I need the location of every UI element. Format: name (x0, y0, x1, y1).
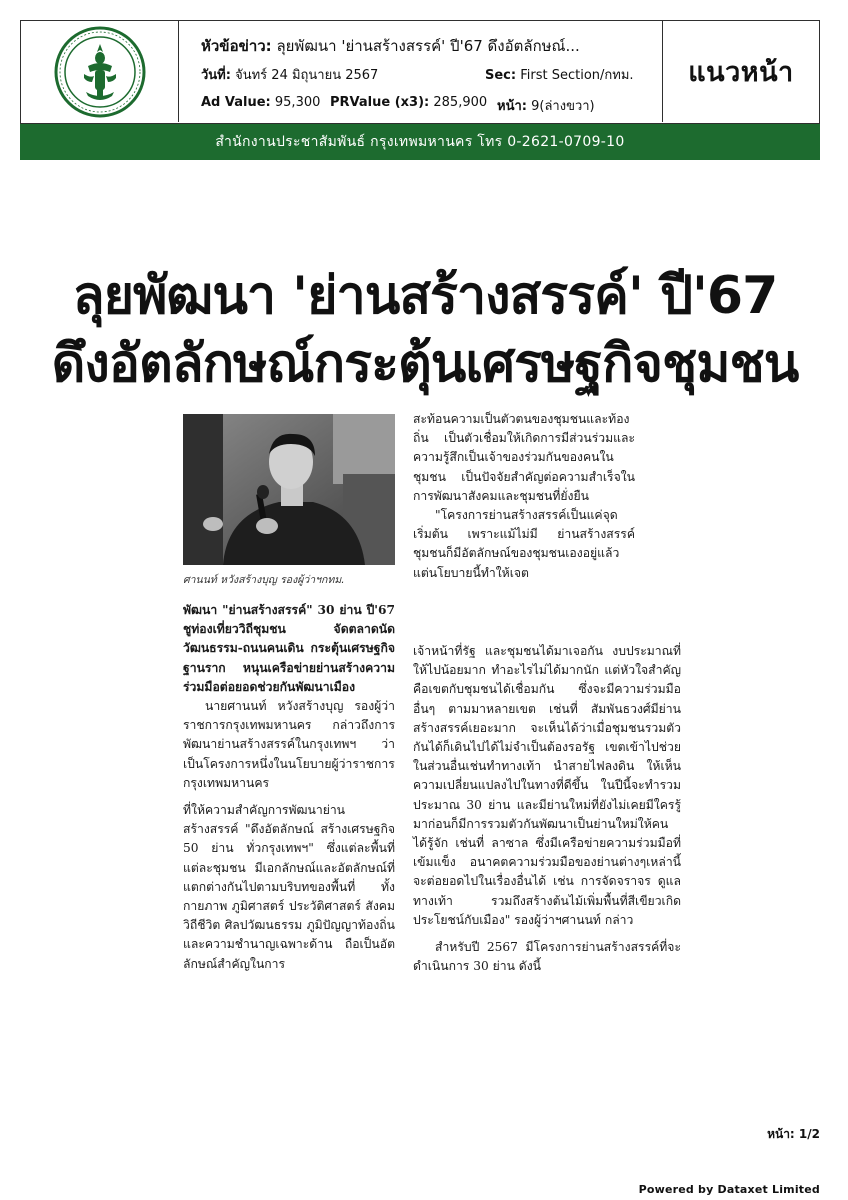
pr-value-group (330, 95, 487, 110)
body-paragraph: นายศานนท์ หวังสร้างบุญ รองผู้ว่าราชการกรุงเทพมหานคร กล่าวถึงการพัฒนาย่านสร้างสรรค์ในกรุงเทพฯ ว่า เป็นโครงการหนึ่งในนโยบายผู้ว่าราชการกรุงเทพมหานคร (183, 699, 395, 790)
publication-name: แนวหน้า (688, 57, 794, 88)
headline-line-1: ลุยพัฒนา 'ย่านสร้างสรรค์' ปี'67 (72, 266, 778, 326)
quote-paragraph: "โครงการย่านสร้างสรรค์เป็นแค่จุดเริ่มต้น เพราะแม้ไม่มี ย่านสร้างสรรค์ ชุมชนก็มีอัตลักษณ์ของชุมชนเองอยู่แล้ว แต่นโยบายนี้ทำให้เจต (413, 508, 635, 580)
powered-by: Powered by Dataxet Limited (638, 1183, 820, 1196)
lead-paragraph: พัฒนา "ย่านสร้างสรรค์" 30 ย่าน ปี'67 ชูท่องเที่ยววิถีชุมชน จัดตลาดนัดวัฒนธรรม-ถนนคนเดิน กระตุ้นเศรษฐกิจฐานราก หนุนเครือข่ายย่านสร้างความร่วมมือต่อยอดช่วยกันพัฒนาเมือง (183, 603, 395, 694)
page-group (497, 95, 595, 116)
section-row (485, 64, 634, 85)
section-label: Sec: (485, 68, 517, 83)
article-column-right-top (413, 410, 635, 583)
article-column-right-bottom (413, 642, 681, 976)
body-paragraph: สะท้อนความเป็นตัวตนของชุมชนและท้องถิ่น เป็นตัวเชื่อมให้เกิดการมีส่วนร่วมและความรู้สึกเป็นเจ้าของร่วมกันของคนในชุมชน เป็นปัจจัยสำคัญต่อความสำเร็จในการพัฒนาสังคมและชุมชนที่ยั่งยืน (413, 412, 635, 503)
headline-value: ลุยพัฒนา 'ย่านสร้างสรรค์' ปี'67 ดึงอัตลักษณ์... (276, 37, 580, 55)
ad-value-label: Ad Value: (201, 95, 271, 110)
publication-cell (663, 21, 819, 122)
pr-value-label: PRValue (x3): (330, 95, 430, 110)
page-label: หน้า: (497, 99, 527, 114)
pr-value: 285,900 (433, 95, 488, 110)
page-value: 9(ล่างขวา) (531, 99, 595, 114)
logo-cell (21, 21, 179, 122)
ad-value: 95,300 (274, 95, 321, 110)
portrait-photo (183, 414, 395, 565)
date-label: วันที่: (201, 68, 231, 83)
office-contact-bar: สำนักงานประชาสัมพันธ์ กรุงเทพมหานคร โทร 0-2621-0709-10 (20, 124, 820, 160)
clipping-header (20, 20, 820, 124)
body-paragraph: สำหรับปี 2567 มีโครงการย่านสร้างสรรค์ที่จะดำเนินการ 30 ย่าน ดังนี้ (413, 940, 681, 974)
body-paragraph: ที่ให้ความสำคัญการพัฒนาย่านสร้างสรรค์ "ดึงอัตลักษณ์ สร้างเศรษฐกิจ 50 ย่าน ทั่วกรุงเทพฯ" ซึ่งแต่ละพื้นที่ แต่ละชุมชน มีเอกลักษณ์และอัตลักษณ์ที่แตกต่างกันไปตามบริบทของพื้นที่ ทั้งกายภาพ ภูมิศาสตร์ ประวัติศาสตร์ สังคม วิถีชีวิต ศิลปวัฒนธรรม ภูมิปัญญาท้องถิ่น และความชำนาญเฉพาะด้าน ถือเป็นอัตลักษณ์สำคัญในการ (183, 803, 395, 971)
page-indicator: หน้า: 1/2 (767, 1127, 820, 1141)
section-value: First Section/กทม. (520, 68, 634, 83)
headline-row (201, 34, 580, 58)
value-row (201, 95, 595, 114)
article-headline (30, 262, 820, 398)
headline-line-2: ดึงอัตลักษณ์กระตุ้นเศรษฐกิจชุมชน (51, 334, 799, 394)
bma-seal-logo (54, 26, 146, 118)
date-value: จันทร์ 24 มิถุนายน 2567 (235, 68, 379, 83)
body-paragraph: เจ้าหน้าที่รัฐ และชุมชนได้มาเจอกัน งบประมาณที่ให้ไปน้อยมาก ทำอะไรไม่ได้มากนัก แต่หัวใจสำคัญคือเขตกับชุมชนได้เชื่อมกัน ซึ่งจะมีความร่วมมืออื่นๆ ตามมาหลายเขต เช่นที่ สัมพันธวงศ์มีย่านสร้างสรรค์เยอะมาก จะเห็นได้ว่าเมื่อชุมชนรวมตัวกันได้ก็เดินไปได้ไม่จำเป็นต้องรอรัฐ เขตเข้าไปช่วยในส่วนอื่นเช่นทำทางเท้า นำสายไฟลงดิน ให้เห็นความเปลี่ยนแปลงไปในทางที่ดีขึ้น ในปีนี้จะทำรวมประมาณ 30 ย่าน และมีย่านใหม่ที่ยังไม่เคยมีใครรู้มาก่อนก็มีการรวมตัวกันพัฒนาเป็นย่านใหม่ให้คนได้รู้จัก เช่นที่ ลาซาล ซึ่งมีเครือข่ายความร่วมมือที่เข้มแข็ง อนาคตความร่วมมือของย่านต่างๆเหล่านี้จะต่อยอดไปในเรื่องอื่นได้ เช่น การจัดจราจร ดูแลทางเท้า รวมถึงสร้างต้นไม้เพิ่มพื้นที่สีเขียวเกิดประโยชน์กับเมือง" รองผู้ว่าฯศานนท์ กล่าว (413, 644, 681, 927)
header-details (179, 21, 663, 122)
photo-caption: ศานนท์ หวังสร้างบุญ รองผู้ว่าฯกทม. (183, 574, 345, 586)
headline-label: หัวข้อข่าว: (201, 37, 272, 55)
article-photo (183, 414, 395, 565)
article-column-left (183, 601, 395, 974)
date-row (201, 64, 378, 85)
